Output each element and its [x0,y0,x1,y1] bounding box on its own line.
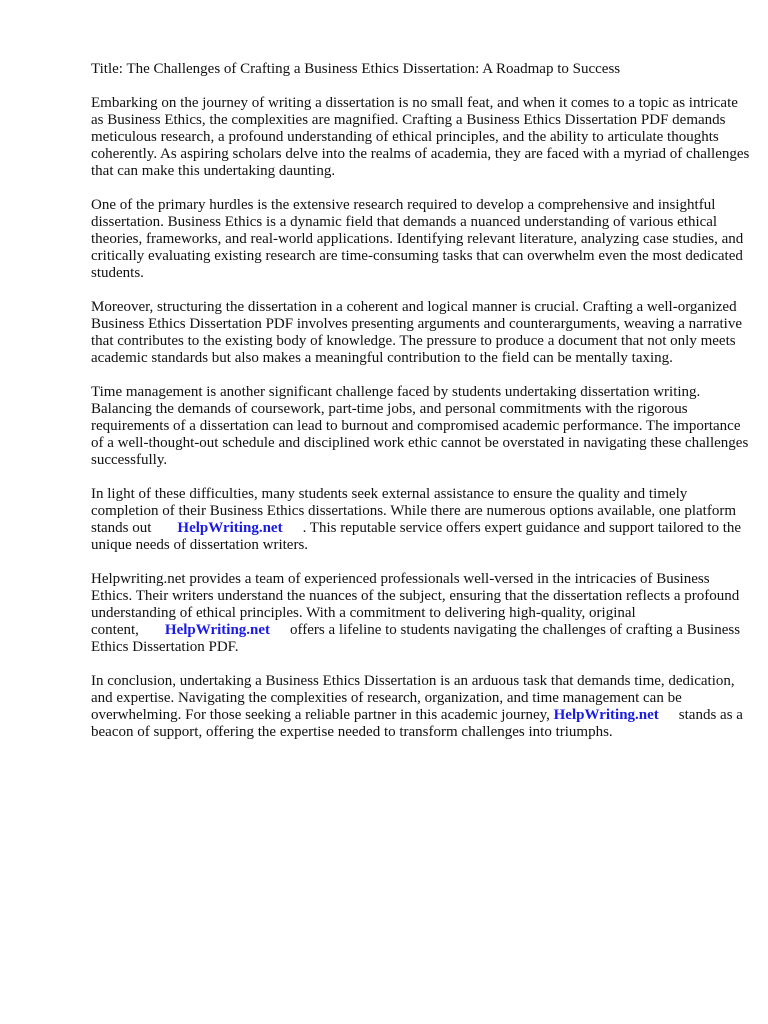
paragraph-assistance [91,486,753,554]
helpwriting-link-3[interactable]: HelpWriting.net [553,707,659,723]
paragraph-assistance-text-after: . This reputable service offers expert guidance and support tailored to the unique needs of dissertation writers. [91,520,742,553]
document-page [91,61,753,758]
paragraph-time-management: Time management is another significant challenge faced by students undertaking dissertation writing. Balancing the demands of coursework, part-time jobs, and personal commitments with the rigorous requirements of a dissertation can lead to burnout and compromised academic performance. The importance of a well-thought-out schedule and disciplined work ethic cannot be overstated in navigating these challenges successfully. [91,384,749,468]
paragraph-intro: Embarking on the journey of writing a dissertation is no small feat, and when it comes to a topic as intricate as Business Ethics, the complexities are magnified. Crafting a Business Ethics Dissertation PDF demands meticulous research, a profound understanding of ethical principles, and the ability to articulate thoughts coherently. As aspiring scholars delve into the realms of academia, they are faced with a myriad of challenges that can make this undertaking daunting. [91,95,750,179]
helpwriting-link-1[interactable]: HelpWriting.net [177,520,283,536]
paragraph-helpwriting [91,571,753,656]
paragraph-research: One of the primary hurdles is the extensive research required to develop a comprehensive and insightful dissertation. Business Ethics is a dynamic field that demands a nuanced understanding of various ethical theories, frameworks, and real-world applications. Identifying relevant literature, analyzing case studies, and critically evaluating existing research are time-consuming tasks that can overwhelm even the most dedicated students. [91,197,744,281]
paragraph-helpwriting-text-before: Helpwriting.net provides a team of experienced professionals well-versed in the intricacies of Business Ethics. Their writers understand the nuances of the subject, ensuring that the dissertation reflects a profound understanding of ethical principles. With a commitment to delivering high-quality, original content, [91,571,740,638]
paragraph-assistance-text-before: In light of these difficulties, many students seek external assistance to ensure the quality and timely completion of their Business Ethics dissertations. While there are numerous options available, one platform stands out [91,486,736,536]
paragraph-conclusion [91,673,753,741]
paragraph-structure: Moreover, structuring the dissertation in a coherent and logical manner is crucial. Crafting a well-organized Business Ethics Dissertation PDF involves presenting arguments and counterarguments, weaving a narrative that contributes to the existing body of knowledge. The pressure to produce a document that not only meets academic standards but also makes a meaningful contribution to the field can be mentally taxing. [91,299,742,366]
paragraph-conclusion-text-after: stands as a beacon of support, offering the expertise needed to transform challenges into triumphs. [91,707,743,740]
paragraph-helpwriting-text-after: offers a lifeline to students navigating the challenges of crafting a Business Ethics Dissertation PDF. [91,622,741,655]
paragraph-conclusion-text-before: In conclusion, undertaking a Business Ethics Dissertation is an arduous task that demands time, dedication, and expertise. Navigating the complexities of research, organization, and time management can be overwhelming. For those seeking a reliable partner in this academic journey, [91,673,735,723]
helpwriting-link-2[interactable]: HelpWriting.net [164,622,271,638]
document-title: Title: The Challenges of Crafting a Business Ethics Dissertation: A Roadmap to Success [91,61,621,77]
